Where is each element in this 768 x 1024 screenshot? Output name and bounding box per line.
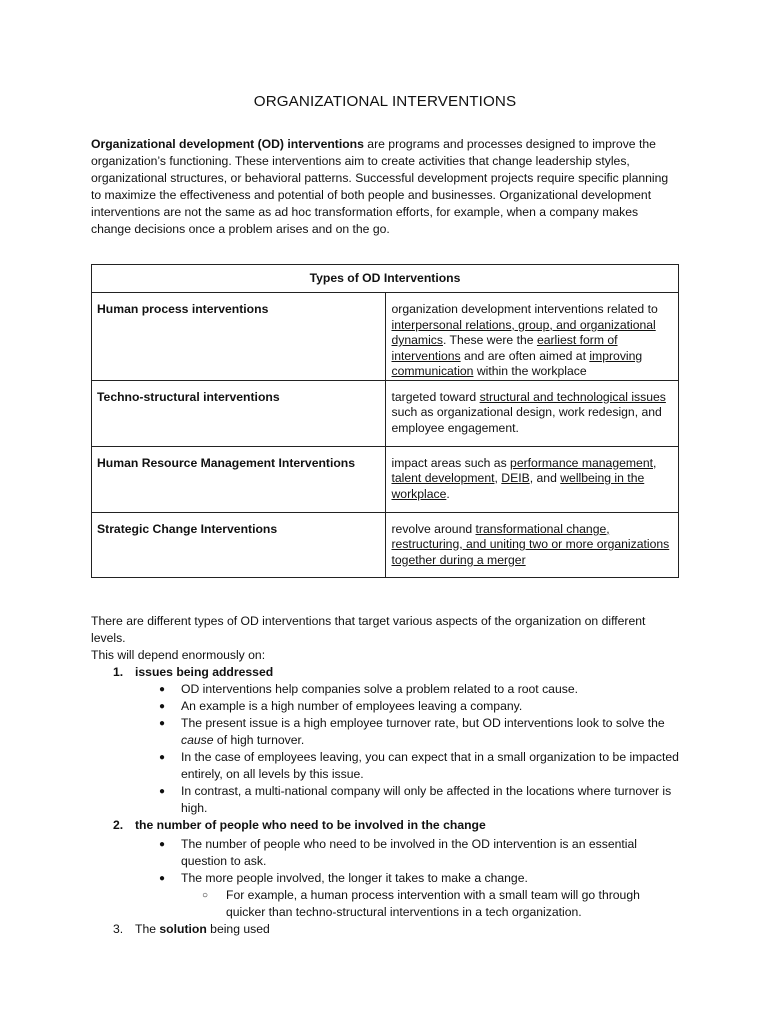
desc-link[interactable]: talent development bbox=[391, 471, 495, 485]
list-bold-text: solution bbox=[159, 921, 207, 936]
desc-text: and are often aimed at bbox=[460, 348, 590, 363]
desc-text: targeted toward bbox=[391, 389, 480, 404]
bullet-icon: ● bbox=[159, 872, 166, 884]
list-item bbox=[91, 664, 679, 681]
bullet-text: An example is a high number of employees leaving a company. bbox=[181, 698, 523, 713]
sub-bullet-item bbox=[91, 887, 679, 921]
body-paragraph: This will depend enormously on: bbox=[91, 647, 266, 662]
numbered-list bbox=[91, 921, 679, 938]
desc-link[interactable]: earliest form of interventions bbox=[391, 333, 618, 363]
desc-text: revolve around bbox=[391, 521, 476, 536]
row-label: Techno-structural interventions bbox=[92, 380, 386, 446]
desc-link[interactable]: DEIB bbox=[501, 471, 530, 485]
bullet-item bbox=[91, 749, 679, 783]
intro-text: are programs and processes designed to improve the organization’s functioning. These interventions aim to create activities that change leadership styles, organizational structures, or behavioral patterns. Successful development projects require specific planning to maximize the effectiveness and potential of both people and businesses. Organizational development interventions are not the same as ad hoc transformation efforts, for example, when a company makes change decisions once a problem arises and on the go. bbox=[91, 137, 669, 236]
bullet-item bbox=[91, 681, 679, 698]
body-section bbox=[91, 613, 679, 938]
desc-text: organization development interventions related to bbox=[391, 302, 658, 316]
emphasis-text: cause bbox=[181, 732, 214, 747]
hollow-bullet-icon: ○ bbox=[202, 889, 209, 901]
bullet-text: OD interventions help companies solve a problem related to a root cause. bbox=[181, 681, 578, 696]
bullet-item bbox=[91, 783, 679, 817]
row-label: Human process interventions bbox=[92, 293, 386, 381]
numbered-list bbox=[91, 664, 679, 681]
bullet-icon: ● bbox=[159, 838, 166, 850]
intro-paragraph bbox=[91, 136, 679, 238]
list-text: being used bbox=[206, 921, 270, 936]
desc-text: impact areas such as bbox=[391, 455, 511, 470]
table-header: Types of OD Interventions bbox=[92, 265, 679, 293]
row-label: Human Resource Management Interventions bbox=[92, 446, 386, 512]
table-row bbox=[92, 446, 679, 512]
desc-text: . bbox=[446, 486, 450, 501]
bullet-icon: ● bbox=[159, 683, 166, 695]
table-row bbox=[92, 380, 679, 446]
table-row bbox=[92, 512, 679, 577]
row-label: Strategic Change Interventions bbox=[92, 512, 386, 577]
bullet-item bbox=[91, 698, 679, 715]
body-paragraph: There are different types of OD interventions that target various aspects of the organization on different levels. bbox=[91, 613, 646, 645]
bullet-text: of high turnover. bbox=[213, 732, 305, 747]
bullet-text: In the case of employees leaving, you can expect that in a small organization to be impacted entirely, on all levels by this issue. bbox=[181, 749, 679, 781]
desc-text: within the workplace bbox=[473, 364, 587, 378]
desc-text: , bbox=[653, 455, 657, 470]
bullet-icon: ● bbox=[159, 717, 166, 729]
desc-link[interactable]: transformational change, restructuring, and uniting two or more organizations together during a merger bbox=[391, 521, 670, 567]
list-number: 1. bbox=[113, 664, 124, 679]
list-number: 2. bbox=[113, 817, 124, 832]
list-item bbox=[91, 921, 679, 938]
bullet-icon: ● bbox=[159, 700, 166, 712]
bullet-text: The present issue is a high employee turnover rate, but OD interventions look to solve the bbox=[181, 715, 665, 730]
desc-link[interactable]: performance management bbox=[510, 455, 653, 470]
list-title: the number of people who need to be involved in the change bbox=[135, 817, 486, 832]
list-number: 3. bbox=[113, 921, 124, 936]
row-description bbox=[385, 293, 679, 381]
desc-link[interactable]: wellbeing in the workplace bbox=[391, 471, 645, 501]
desc-text: , bbox=[494, 471, 502, 485]
row-description bbox=[385, 512, 679, 577]
list-text: The bbox=[135, 921, 160, 936]
list-title: issues being addressed bbox=[135, 664, 274, 679]
bullet-icon: ● bbox=[159, 751, 166, 763]
bullet-text: In contrast, a multi-national company will only be affected in the locations where turnover is high. bbox=[181, 783, 672, 815]
bullet-list bbox=[91, 681, 679, 817]
bullet-text: The number of people who need to be involved in the OD intervention is an essential question to ask. bbox=[181, 836, 637, 868]
sub-bullet-list bbox=[91, 887, 679, 921]
intro-bold-lead: Organizational development (OD) interventions bbox=[91, 137, 364, 151]
bullet-item bbox=[91, 715, 679, 749]
bullet-list bbox=[91, 836, 679, 887]
bullet-text: The more people involved, the longer it takes to make a change. bbox=[181, 870, 528, 885]
table-row bbox=[92, 293, 679, 381]
desc-text: , and bbox=[529, 471, 561, 485]
bullet-icon: ● bbox=[159, 785, 166, 797]
bullet-item bbox=[91, 870, 679, 887]
bullet-text: For example, a human process intervention with a small team will go through quicker than techno-structural interventions in a tech organization. bbox=[226, 887, 640, 919]
desc-link[interactable]: improving communication bbox=[391, 348, 643, 378]
row-description bbox=[385, 446, 679, 512]
page-title: ORGANIZATIONAL INTERVENTIONS bbox=[253, 93, 517, 110]
list-item bbox=[91, 817, 679, 834]
desc-link[interactable]: structural and technological issues bbox=[479, 389, 666, 404]
document-page bbox=[91, 92, 679, 938]
desc-text: . These were the bbox=[442, 333, 537, 347]
desc-text: such as organizational design, work redesign, and employee engagement. bbox=[391, 405, 662, 435]
bullet-item bbox=[91, 836, 679, 870]
desc-link[interactable]: interpersonal relations, group, and organizational dynamics bbox=[391, 317, 656, 347]
numbered-list bbox=[91, 817, 679, 834]
row-description bbox=[385, 380, 679, 446]
od-interventions-table bbox=[91, 264, 679, 578]
